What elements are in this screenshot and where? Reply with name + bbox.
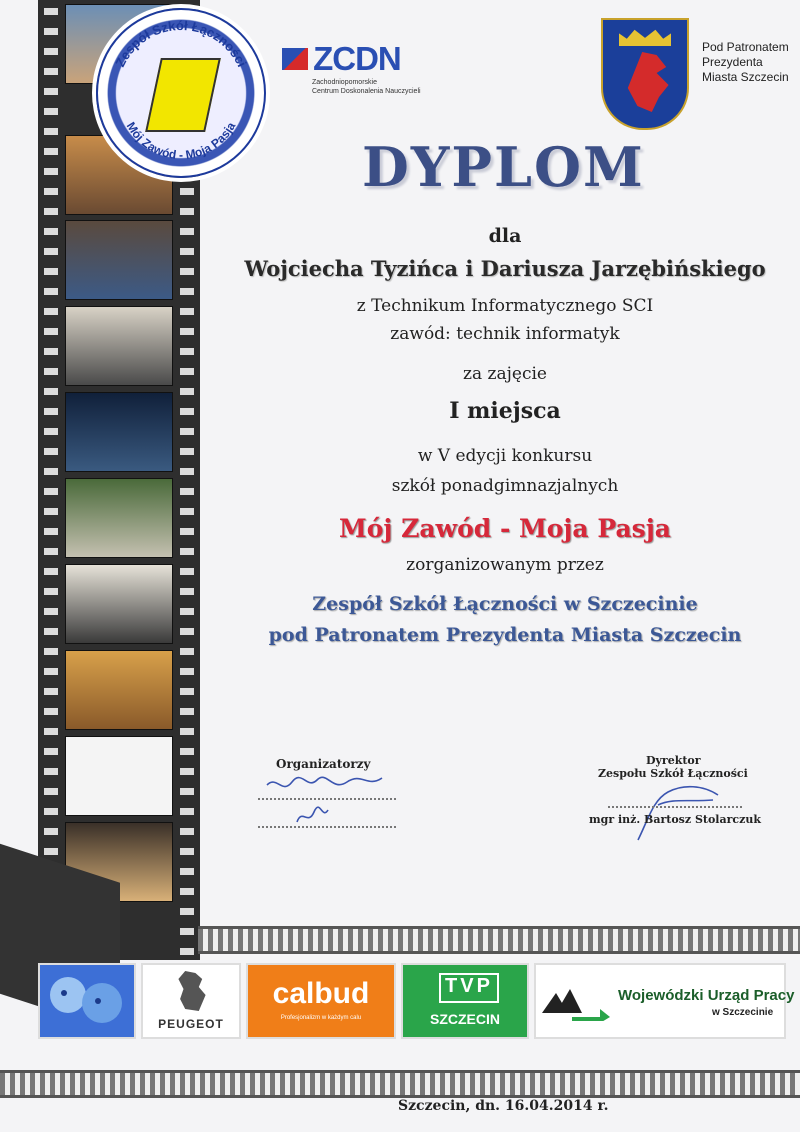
for-taking-line: za zajęcie [463, 364, 547, 384]
organized-by-line: zorganizowanym przez [406, 555, 604, 575]
patronage-line-2: Prezydenta [702, 55, 763, 69]
patronage-text [702, 40, 789, 85]
diploma-title: DYPLOM [362, 135, 645, 199]
photo-frame [65, 736, 173, 816]
schools-level-line: szkół ponadgimnazjalnych [391, 476, 619, 496]
director-label-1: Dyrektor [646, 754, 701, 767]
profession-line: zawód: technik informatyk [390, 324, 620, 344]
zcdn-subtitle-2: Centrum Doskonalenia Nauczycieli [312, 88, 421, 95]
school-logo-top-text: Zespół Szkół Łączności [112, 17, 250, 70]
patronage-line-1: Pod Patronatem [702, 40, 789, 54]
wup-name: Wojewódzki Urząd Pracy [618, 987, 795, 1004]
tvp-name: TVP [445, 975, 493, 997]
griffin-icon [623, 52, 671, 112]
organizer-line-1: Zespół Szkół Łączności w Szczecinie [312, 593, 698, 615]
wup-city: w Szczecinie [712, 1007, 774, 1018]
competition-name: Mój Zawód - Moja Pasja [339, 514, 671, 543]
photo-frame [65, 478, 173, 558]
photo-frame [65, 220, 173, 300]
photo-frame [65, 564, 173, 644]
calbud-name: calbud [272, 977, 370, 1010]
photo-frame [65, 650, 173, 730]
place-line: I miejsca [449, 398, 561, 424]
film-strip-horizontal-top [198, 926, 800, 954]
sponsor-wup [534, 963, 795, 1039]
tvp-city: SZCZECIN [430, 1011, 500, 1027]
szczecin-crest-icon [601, 18, 689, 130]
director-label-2: Zespołu Szkół Łączności [598, 767, 748, 780]
zcdn-name: ZCDN [313, 40, 401, 77]
edition-line: w V edycji konkursu [417, 446, 593, 466]
issue-date: Szczecin, dn. 16.04.2014 r. [398, 1098, 609, 1114]
sponsor-tvp [401, 963, 529, 1039]
faces-art-icon [40, 965, 134, 1037]
director-signature-line [608, 806, 742, 808]
school-logo-bottom-text: Mój Zawód - Moja Pasja [123, 119, 239, 162]
organizer-line-2: pod Patronatem Prezydenta Miasta Szczecin [268, 624, 742, 646]
for-label: dla [488, 225, 522, 247]
wup-logo-icon [542, 983, 610, 1021]
zcdn-mark-icon [282, 48, 308, 70]
sponsor-logo-art [38, 963, 136, 1039]
calbud-tagline: Profesjonalizm w każdym calu [280, 1015, 362, 1021]
crown-icon [619, 28, 671, 46]
organizer-signature-line-1 [258, 798, 396, 800]
director-name: mgr inż. Bartosz Stolarczuk [589, 813, 761, 826]
peugeot-name: PEUGEOT [158, 1017, 224, 1031]
school-line: z Technikum Informatycznego SCI [356, 296, 654, 316]
zcdn-logo [282, 40, 421, 96]
recipients: Wojciecha Tyzińca i Dariusza Jarzębińskiego [244, 256, 766, 281]
patronage-line-3: Miasta Szczecin [702, 70, 789, 84]
school-logo [96, 8, 266, 178]
organizer-signature-line-2 [258, 826, 396, 828]
sponsor-peugeot [141, 963, 241, 1039]
peugeot-lion-icon [175, 971, 209, 1011]
organizers-label: Organizatorzy [276, 757, 371, 771]
photo-frame [65, 392, 173, 472]
film-strip-horizontal-bottom [0, 1070, 800, 1098]
film-perforation-left [44, 0, 58, 960]
sponsor-calbud [246, 963, 396, 1039]
organizer-signature [262, 770, 392, 830]
zcdn-subtitle-1: Zachodniopomorskie [312, 79, 377, 86]
photo-frame [65, 306, 173, 386]
